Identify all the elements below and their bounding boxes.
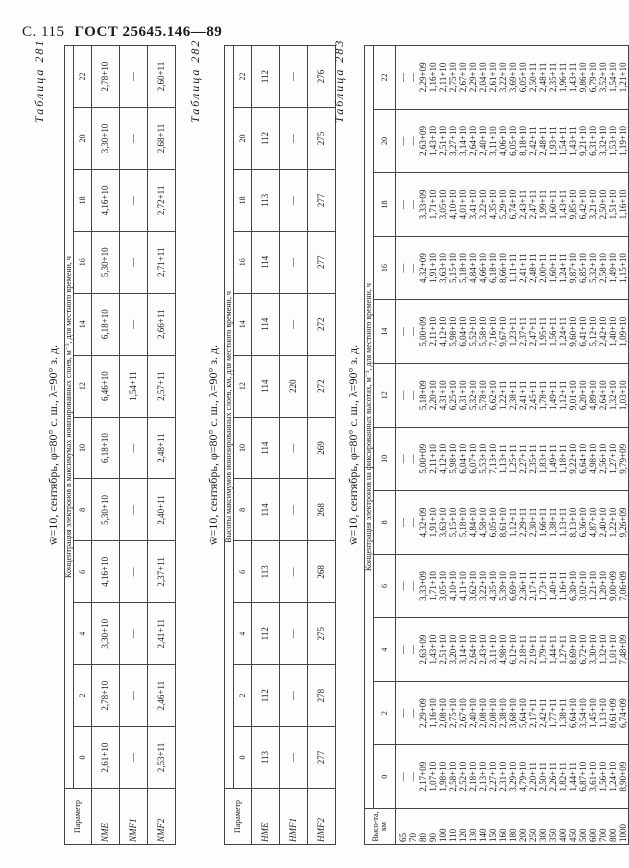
hour-header: 8 [374, 491, 396, 555]
value-cell: — [120, 169, 148, 231]
hour-header: 0 [234, 727, 252, 789]
hour-header: 14 [74, 293, 92, 355]
value-cell: 2,40+11 [148, 479, 176, 541]
value-cell: 6,46+10 [92, 355, 120, 417]
table-283-subtitle: Концентрация электронов на фиксированных высотах, м⁻³, для местного времени, ч [365, 46, 374, 809]
hour-header: 16 [234, 231, 252, 293]
value-cell: 4,16+10 [92, 169, 120, 231]
value-cell: 112 [252, 665, 280, 727]
value-cell: — [280, 727, 308, 789]
value-cell: 272 [308, 355, 336, 417]
hour-header: 12 [74, 355, 92, 417]
table-row [148, 46, 176, 845]
value-cell: — [120, 293, 148, 355]
hour-header: 4 [374, 618, 396, 682]
value-cell: 269 [308, 417, 336, 479]
value-cell: 275 [308, 108, 336, 170]
hour-header: 2 [234, 665, 252, 727]
value-column: — — 5,18+09 2,20+10 4,31+10 6,25+10 6,31+10 5,32+10 5,78+10 6,62+10 1,22+11 2,38+11 2,41+11 2,45+11 1,78+11 1,49+11 1,12+11 9,01+10 6,20+10 4,89+10 2,64+10 1,32+10 1,03+10 [396, 363, 629, 427]
rotated-content [20, 25, 628, 845]
value-cell: — [120, 603, 148, 665]
value-cell: 3,30+10 [92, 108, 120, 170]
value-column: — — 4,32+09 1,91+10 3,63+10 5,15+10 5,18+10 4,84+10 4,66+10 6,18+10 8,66+10 1,11+11 2,41+11 2,48+11 2,00+11 1,60+11 1,24+11 9,87+10 6,85+10 5,32+10 2,58+10 1,49+10 1,15+10 [396, 236, 629, 300]
value-column: — — 3,33+09 1,71+10 3,05+10 4,10+10 4,01+10 3,41+10 3,22+10 4,35+10 5,29+10 6,74+10 2,43+11 2,47+11 1,99+11 1,60+11 1,43+11 9,85+10 6,42+10 3,21+10 2,50+10 1,51+10 1,16+10 [396, 173, 629, 237]
value-cell: — [280, 665, 308, 727]
value-cell: 276 [308, 46, 336, 108]
value-cell: 112 [252, 46, 280, 108]
hour-header: 20 [74, 108, 92, 170]
value-cell: — [280, 417, 308, 479]
table-row [92, 46, 120, 845]
hour-header: 10 [234, 417, 252, 479]
value-cell: 6,18+10 [92, 417, 120, 479]
value-cell: — [280, 293, 308, 355]
hour-header: 10 [74, 417, 92, 479]
value-column: — — 2,29+09 1,16+10 2,11+10 2,75+10 2,67+10 2,29+10 2,04+10 2,61+10 3,22+10 3,69+10 6,05+10 2,50+11 2,48+11 2,35+11 1,96+11 1,43+11 9,86+10 6,79+10 3,52+10 1,54+10 1,21+10 [396, 46, 629, 110]
table-283-title: w̄=10, сентябрь, φ=80° с. ш., λ=90° з. д. [346, 344, 360, 545]
value-cell: 2,57+11 [148, 355, 176, 417]
value-cell: 2,48+11 [148, 417, 176, 479]
value-cell: 275 [308, 603, 336, 665]
hour-header: 8 [74, 479, 92, 541]
value-column: — — 3,33+09 1,71+10 3,05+10 4,10+10 4,11+10 3,62+10 3,22+10 4,35+10 5,39+10 6,69+10 2,36+11 2,17+11 1,73+11 1,40+11 1,16+11 6,30+10 3,02+10 1,21+10 1,20+10 9,00+09 7,06+09 [396, 554, 629, 618]
value-cell: 114 [252, 293, 280, 355]
hour-header: 2 [374, 681, 396, 745]
hour-header: 0 [74, 727, 92, 789]
value-cell: 113 [252, 727, 280, 789]
table-row [120, 46, 148, 845]
value-cell: 5,30+10 [92, 479, 120, 541]
value-cell: — [120, 46, 148, 108]
value-cell: — [120, 231, 148, 293]
value-cell: 4,16+10 [92, 541, 120, 603]
param-name: HMF2 [308, 789, 336, 845]
value-cell: — [280, 108, 308, 170]
hour-header: 4 [74, 603, 92, 665]
value-cell: 277 [308, 231, 336, 293]
value-cell: — [280, 231, 308, 293]
value-column: — — 5,00+09 2,11+10 4,12+10 5,98+10 6,04+10 5,52+10 5,58+10 7,16+10 9,67+10 1,23+11 2,37+11 2,47+11 1,95+11 1,56+11 1,24+11 9,60+10 6,41+10 5,12+10 2,42+10 1,40+10 1,09+10 [396, 300, 629, 364]
table-281 [64, 45, 176, 845]
table-282-label: Таблица 282 [188, 38, 202, 123]
param-header: Параметр [65, 789, 92, 845]
value-cell: 112 [252, 108, 280, 170]
value-cell: 113 [252, 541, 280, 603]
value-cell: — [120, 417, 148, 479]
value-cell: 5,30+10 [92, 231, 120, 293]
value-cell: 2,66+11 [148, 293, 176, 355]
table-283-label: Таблица 283 [332, 38, 346, 123]
value-cell: — [120, 665, 148, 727]
value-cell: 2,78+10 [92, 665, 120, 727]
value-cell: 268 [308, 541, 336, 603]
value-cell: 6,18+10 [92, 293, 120, 355]
table-282-subtitle: Высоты максимумов ионизированных слоев, км, для местного времени, ч [225, 46, 234, 789]
table-281-label: Таблица 281 [32, 38, 46, 123]
hour-header: 2 [74, 665, 92, 727]
value-column: — — 4,32+09 1,91+10 3,63+10 5,15+10 5,18+10 4,84+10 4,58+10 6,05+10 8,61+10 1,12+11 2,29+11 2,30+11 1,66+11 1,38+11 1,13+11 8,13+10 6,36+10 4,87+10 2,40+10 1,22+10 9,26+09 [396, 491, 629, 555]
param-name: NMF1 [120, 789, 148, 845]
value-cell: 114 [252, 479, 280, 541]
param-name: HME [252, 789, 280, 845]
value-cell: 278 [308, 665, 336, 727]
standard-code: ГОСТ 25645.146—89 [74, 24, 223, 40]
value-cell: 3,30+10 [92, 603, 120, 665]
value-cell: 2,46+11 [148, 665, 176, 727]
param-name: NMF2 [148, 789, 176, 845]
hour-header: 16 [374, 236, 396, 300]
value-cell: 2,53+11 [148, 727, 176, 789]
value-cell: 2,60+11 [148, 46, 176, 108]
hour-header: 6 [234, 541, 252, 603]
value-cell: — [120, 541, 148, 603]
value-cell: 112 [252, 603, 280, 665]
value-cell: 2,61+10 [92, 727, 120, 789]
value-cell: — [120, 479, 148, 541]
value-cell: — [120, 108, 148, 170]
hour-header: 22 [374, 46, 396, 110]
hour-header: 18 [234, 169, 252, 231]
value-column: — — 5,00+09 2,11+10 4,12+10 5,98+10 6,04+10 6,07+10 5,53+10 7,13+10 1,13+11 1,25+11 2,27+11 2,35+11 1,83+11 1,49+11 1,18+11 9,22+10 6,64+10 4,98+10 2,56+10 1,27+10 9,79+09 [396, 427, 629, 491]
value-column: — — 2,63+09 1,43+10 2,51+10 3,27+10 3,14+10 2,64+10 2,40+10 3,11+10 4,06+10 6,05+10 8,18+10 2,42+11 2,48+11 1,93+11 1,54+11 1,43+11 9,21+10 6,31+10 3,32+10 1,53+10 1,19+10 [396, 109, 629, 173]
hour-header: 8 [234, 479, 252, 541]
value-cell: 2,68+11 [148, 108, 176, 170]
table-row [280, 46, 308, 845]
table-281-title: w̄=10, сентябрь, φ=80° с. ш., λ=90° з. д. [46, 344, 60, 545]
hour-header: 18 [374, 173, 396, 237]
value-cell: 2,41+11 [148, 603, 176, 665]
hour-header: 4 [234, 603, 252, 665]
hour-header: 10 [374, 427, 396, 491]
page-label: С. 115 [22, 24, 65, 40]
value-cell: 2,72+11 [148, 169, 176, 231]
value-column: — — 2,17+09 1,07+10 1,98+10 2,58+10 2,52+10 2,18+10 2,13+10 2,27+10 2,31+10 3,29+10 4,79+10 2,20+11 2,50+11 2,26+11 1,82+11 1,44+11 6,87+10 3,61+10 1,56+10 1,24+10 8,90+09 [396, 745, 629, 809]
value-cell: 1,54+11 [120, 355, 148, 417]
table-282-title: w̄=10, сентябрь, φ=80° с. ш., λ=90° з. д. [206, 344, 220, 545]
hour-header: 6 [374, 554, 396, 618]
value-cell: 2,37+11 [148, 541, 176, 603]
value-column: — — 2,63+09 1,43+10 2,51+10 3,20+10 3,14+10 2,64+10 2,43+10 3,11+10 4,98+10 6,12+10 2,18+11 2,19+11 1,79+11 1,44+11 1,27+11 8,69+10 6,72+10 3,30+10 1,32+10 1,01+10 7,48+09 [396, 618, 629, 682]
value-cell: 272 [308, 293, 336, 355]
value-cell: 277 [308, 169, 336, 231]
table-row [308, 46, 336, 845]
value-cell: 114 [252, 355, 280, 417]
hour-header: 20 [374, 109, 396, 173]
value-cell: 2,71+11 [148, 231, 176, 293]
hour-header: 6 [74, 541, 92, 603]
hour-header: 14 [234, 293, 252, 355]
value-cell: 268 [308, 479, 336, 541]
table-281-subtitle: Концентрация электронов в максимумах ионизированных слоев, м⁻³, для местного времени, ч [65, 46, 74, 789]
param-name: HMF1 [280, 789, 308, 845]
hour-header: 20 [234, 108, 252, 170]
hour-header: 16 [74, 231, 92, 293]
hour-header: 22 [234, 46, 252, 108]
hour-header: 14 [374, 300, 396, 364]
value-cell: — [280, 603, 308, 665]
table-282 [224, 45, 336, 845]
value-cell: — [280, 46, 308, 108]
value-cell: 2,78+10 [92, 46, 120, 108]
param-name: NME [92, 789, 120, 845]
hour-header: 18 [74, 169, 92, 231]
height-column: 65 70 80 90 100 110 120 130 140 150 160 180 200 250 300 350 400 450 500 600 700 800 1000 [396, 809, 629, 845]
value-cell: 114 [252, 231, 280, 293]
value-cell: — [280, 541, 308, 603]
value-cell: — [120, 727, 148, 789]
hour-header: 12 [234, 355, 252, 417]
value-cell: — [280, 169, 308, 231]
value-cell: 220 [280, 355, 308, 417]
value-column: — — 2,29+09 1,16+10 2,08+10 2,75+10 2,67+10 2,40+10 2,08+10 2,08+10 2,38+10 3,68+10 5,64+10 2,17+11 2,42+11 1,77+11 1,38+11 6,64+10 3,54+10 1,45+10 1,13+10 8,61+09 6,74+09 [396, 681, 629, 745]
value-cell: 277 [308, 727, 336, 789]
param-header: Параметр [225, 789, 252, 845]
height-header: Высо-та, км [365, 809, 396, 845]
hour-header: 0 [374, 745, 396, 809]
table-row [252, 46, 280, 845]
hour-header: 22 [74, 46, 92, 108]
value-cell: — [280, 479, 308, 541]
hour-header: 12 [374, 363, 396, 427]
value-cell: 113 [252, 169, 280, 231]
value-cell: 114 [252, 417, 280, 479]
table-283 [364, 45, 629, 845]
